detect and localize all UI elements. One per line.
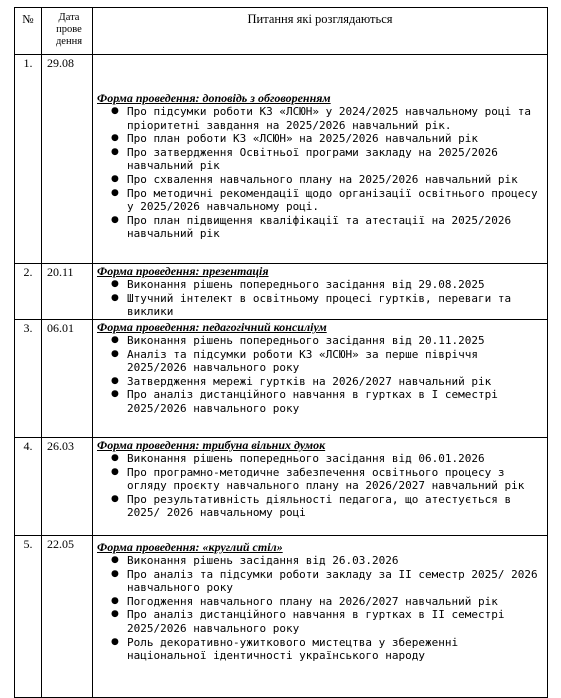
list-item [111, 186, 541, 214]
agenda-item-text: Про програмно-методичне забезпечення освітнього процесу з огляду проєкту навчального плану на 2026/2027 навчальний рік [127, 465, 525, 493]
table-row [15, 536, 548, 698]
agenda-item-text: Про підсумки роботи КЗ «ЛСЮН» у 2024/2025 навчальному році та пріоритетні завдання на 2025/2026 навчальний рік. [127, 105, 531, 132]
agenda-item-text: Погодження навчального плану на 2026/2027 навчальний рік [127, 594, 498, 608]
meeting-format: Форма проведення: доповідь з обговоренням [97, 91, 331, 105]
agenda-item-text: Про аналіз та підсумки роботи закладу за ІІ семестр 2025/ 2026 навчального року [127, 567, 538, 595]
table-header-row [15, 8, 548, 55]
meeting-format: Форма проведення: «круглий стіл» [97, 540, 283, 554]
bullet-icon: ● [111, 106, 119, 116]
bullet-icon: ● [111, 292, 119, 303]
agenda-list [97, 452, 541, 520]
agenda-item-text: Про план підвищення кваліфікації та атестації на 2025/2026 навчальний рік [127, 213, 512, 241]
list-item [111, 567, 541, 595]
header-num: № [15, 8, 42, 55]
row-date: 06.01 [42, 320, 93, 438]
table-row [15, 55, 548, 264]
row-topics [93, 264, 548, 320]
agenda-item-text: Про аналіз дистанційного навчання в гуртках в І семестрі 2025/2026 навчального року [127, 388, 498, 415]
row-topics [93, 55, 548, 264]
list-item [111, 492, 541, 520]
list-item [111, 347, 541, 375]
agenda-item-text: Про аналіз дистанційного навчання в гуртках в ІІ семестрі 2025/2026 навчального року [127, 608, 505, 635]
meeting-format: Форма проведення: презентація [97, 264, 269, 278]
list-item [111, 594, 541, 609]
bullet-icon: ● [111, 173, 119, 184]
list-item [111, 278, 541, 292]
bullet-icon: ● [111, 555, 119, 565]
bullet-icon: ● [111, 453, 119, 463]
bullet-icon: ● [111, 348, 119, 359]
list-item [111, 374, 541, 389]
table-row [15, 264, 548, 320]
row-topics [93, 536, 548, 698]
meetings-table [14, 7, 548, 698]
table-row [15, 438, 548, 536]
list-item [111, 213, 541, 241]
meeting-format: Форма проведення: педагогічний консиліум [97, 320, 327, 334]
agenda-item-text: Виконання рішень попереднього засідання від 06.01.2026 [127, 452, 485, 465]
row-date: 29.08 [42, 55, 93, 264]
agenda-item-text: Про результативність діяльності педагога, що атестується в 2025/ 2026 навчальному році [127, 492, 512, 520]
table-row [15, 320, 548, 438]
list-item [111, 291, 541, 319]
bullet-icon: ● [111, 595, 119, 606]
row-number: 5. [15, 536, 42, 698]
bullet-icon: ● [111, 335, 119, 345]
row-number: 1. [15, 55, 42, 264]
agenda-item-text: Виконання рішень засідання від 26.03.2026 [127, 554, 399, 567]
list-item [111, 334, 541, 348]
bullet-icon: ● [111, 568, 119, 579]
agenda-item-text: Виконання рішень попереднього засідання від 29.08.2025 [127, 278, 485, 291]
bullet-icon: ● [111, 466, 119, 477]
bullet-icon: ● [111, 493, 119, 504]
agenda-list [97, 554, 541, 663]
row-number: 4. [15, 438, 42, 536]
agenda-item-text: Штучний інтелект в освітньому процесі гуртків, переваги та виклики [127, 291, 512, 319]
bullet-icon: ● [111, 389, 119, 400]
row-topics [93, 320, 548, 438]
agenda-item-text: Затвердження мережі гуртків на 2026/2027 навчальний рік [127, 374, 492, 388]
list-item [111, 132, 541, 146]
list-item [111, 452, 541, 466]
agenda-item-text: Про схвалення навчального плану на 2025/2026 навчальний рік [127, 172, 518, 186]
bullet-icon: ● [111, 187, 119, 198]
bullet-icon: ● [111, 636, 119, 647]
bullet-icon: ● [111, 609, 119, 620]
list-item [111, 172, 541, 187]
agenda-list [97, 105, 541, 241]
header-topic: Питання які розглядаються [93, 8, 548, 55]
agenda-list [97, 278, 541, 319]
agenda-list [97, 334, 541, 416]
agenda-item-text: Про методичні рекомендації щодо організації освітнього процесу у 2025/2026 навчальному році. [127, 186, 538, 214]
header-date: Дата прове дення [42, 8, 93, 55]
row-date: 20.11 [42, 264, 93, 320]
row-number: 2. [15, 264, 42, 320]
agenda-item-text: Виконання рішень попереднього засідання від 20.11.2025 [127, 334, 485, 347]
agenda-item-text: Аналіз та підсумки роботи КЗ «ЛСЮН» за перше півріччя 2025/2026 навчального року [127, 347, 478, 375]
meeting-format: Форма проведення: трибуна вільних думок [97, 438, 326, 452]
list-item [111, 105, 541, 132]
row-number: 3. [15, 320, 42, 438]
bullet-icon: ● [111, 375, 119, 386]
bullet-icon: ● [111, 146, 119, 157]
bullet-icon: ● [111, 279, 119, 289]
row-topics [93, 438, 548, 536]
agenda-item-text: Про план роботи КЗ «ЛСЮН» на 2025/2026 навчальний рік [127, 132, 478, 146]
list-item [111, 608, 541, 635]
row-date: 22.05 [42, 536, 93, 698]
agenda-item-text: Роль декоративно-ужиткового мистецтва у збереженні національної ідентичності українського народу [127, 635, 459, 663]
agenda-item-text: Про затвердження Освітньої програми закладу на 2025/2026 навчальний рік [127, 145, 498, 173]
row-date: 26.03 [42, 438, 93, 536]
bullet-icon: ● [111, 214, 119, 225]
list-item [111, 388, 541, 415]
list-item [111, 145, 541, 173]
list-item [111, 465, 541, 493]
list-item [111, 554, 541, 568]
bullet-icon: ● [111, 133, 119, 144]
list-item [111, 635, 541, 663]
